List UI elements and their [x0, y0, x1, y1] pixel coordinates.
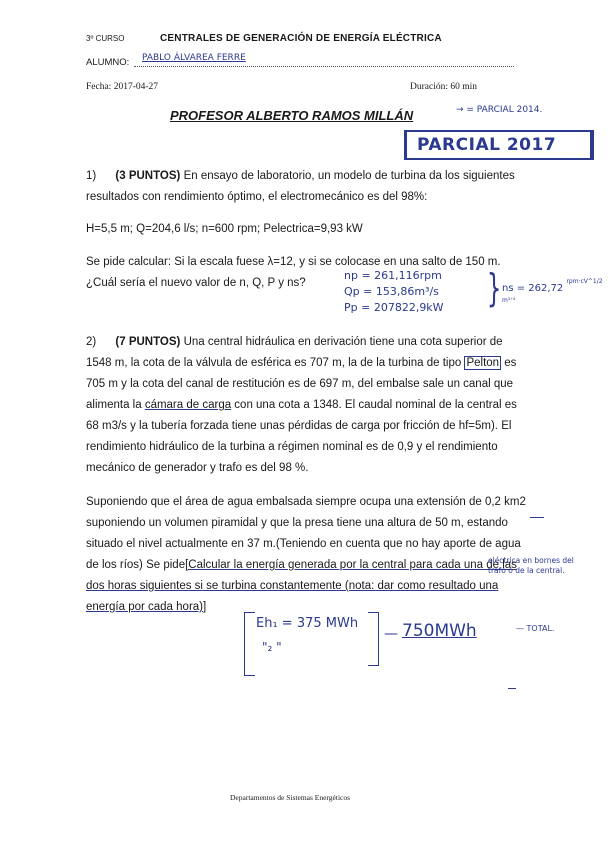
q1-text-b: Se pide calcular: Si la escala fuese λ=12, y si se colocase en una salto de 150 m. ¿Cuál sería el nuevo valor de n, Q, P y ns?	[86, 256, 501, 289]
answer-eh1: Eh₁ = 375 MWh	[256, 616, 359, 631]
question-1	[86, 166, 526, 208]
q2-text-f: Se pide	[142, 559, 186, 571]
q2-task: [Calcular la energía generada por la central para cada una de las dos horas siguientes si se turbina constantemente (nota: dar como resultado una energía por cada hora)]	[86, 559, 517, 613]
answer-eh2: "₂ "	[262, 640, 282, 654]
answer-ns-unit: m⁵ᐟ⁴	[502, 297, 516, 304]
q2-number: 2)	[86, 336, 97, 348]
answer-np: np = 261,116rpm	[344, 269, 442, 282]
q1-handwritten-answers	[344, 268, 444, 316]
alumno-line	[134, 66, 514, 67]
course-label: 3º CURSO	[86, 34, 125, 43]
q2-text-d: Suponiendo que el área de agua embalsada siempre ocupa una extensión de 0,2 km2 suponiendo un volumen piramidal y que la presa tiene una altura de 50 m, estando situado el nivel actualmente en 37 m.	[86, 496, 526, 550]
exam-duration: Duración: 60 min	[410, 82, 478, 92]
professor-name: PROFESOR ALBERTO RAMOS MILLÁN	[170, 108, 414, 123]
question-2-part-2	[86, 492, 526, 618]
answer-dash: —	[384, 626, 398, 642]
exam-title: CENTRALES DE GENERACIÓN DE ENERGÍA ELÉCTRICA	[160, 33, 442, 44]
answer-qp: Qp = 153,86m³/s	[344, 285, 439, 298]
q1-points: (3 PUNTOS)	[115, 170, 181, 182]
alumno-label: ALUMNO:	[86, 57, 130, 68]
answer-total-label: — TOTAL.	[516, 624, 555, 633]
q2-text-e: (Teniendo en cuenta que no hay aporte de agua de los ríos)	[86, 538, 521, 571]
answer-total-energy: 750MWh	[402, 621, 477, 641]
answer-pp: Pp = 207822,9kW	[344, 301, 444, 314]
q1-text-a: En ensayo de laboratorio, un modelo de turbina da los siguientes resultados con rendimiento óptimo, el electromecánico es del 98%:	[86, 170, 515, 203]
answer-ns-value: ns = 262,72	[502, 283, 564, 294]
alumno-name: PABLO ÁLVAREA FERRE	[142, 53, 246, 63]
parcial-2017-label: PARCIAL 2017	[417, 135, 557, 155]
answer-ns-superscript: rpm·cV^1/2	[566, 278, 603, 285]
pen-mark	[508, 688, 516, 689]
answer-bracket-left	[244, 612, 255, 676]
pen-mark	[530, 517, 544, 518]
q2-text-b: es 705 m y la cota del canal de restitución es de 697 m, del embalse sale un canal que alimenta la	[86, 357, 517, 411]
exam-date: Fecha: 2017-04-27	[86, 82, 159, 92]
q2-text-a: Una central hidráulica en derivación tiene una cota superior de 1548 m, la cota de la válvula de esférica es 707 m, la de la turbina de tipo	[86, 336, 503, 369]
note-electrica: eléctrica en bornes del trafo o de la central.	[488, 556, 574, 575]
answer-bracket-right	[368, 612, 379, 666]
camara-de-carga-underlined: cámara de carga	[144, 399, 232, 411]
footer-department: Departamentos de Sistemas Energéticos	[230, 793, 351, 802]
q1-data-line: H=5,5 m; Q=204,6 l/s; n=600 rpm; Pelectrica=9,93 kW	[86, 223, 363, 235]
note-parcial-2014: → = PARCIAL 2014.	[456, 105, 543, 115]
pelton-highlight: Pelton	[466, 357, 500, 369]
question-2	[86, 332, 526, 479]
q1-number: 1)	[86, 170, 97, 182]
answer-brace: }	[486, 266, 502, 310]
q2-points: (7 PUNTOS)	[115, 336, 181, 348]
q2-text-c: con una cota a 1348. El caudal nominal de la central es 68 m3/s y la tubería forzada tiene unas pérdidas de carga por fricción de hf=5m). El rendimiento hidráulico de la turbina a régimen nominal es de 0,9 y el rendimiento mecánico de generador y trafo es del 98 %.	[86, 399, 517, 474]
parcial-2017-box	[404, 130, 594, 160]
